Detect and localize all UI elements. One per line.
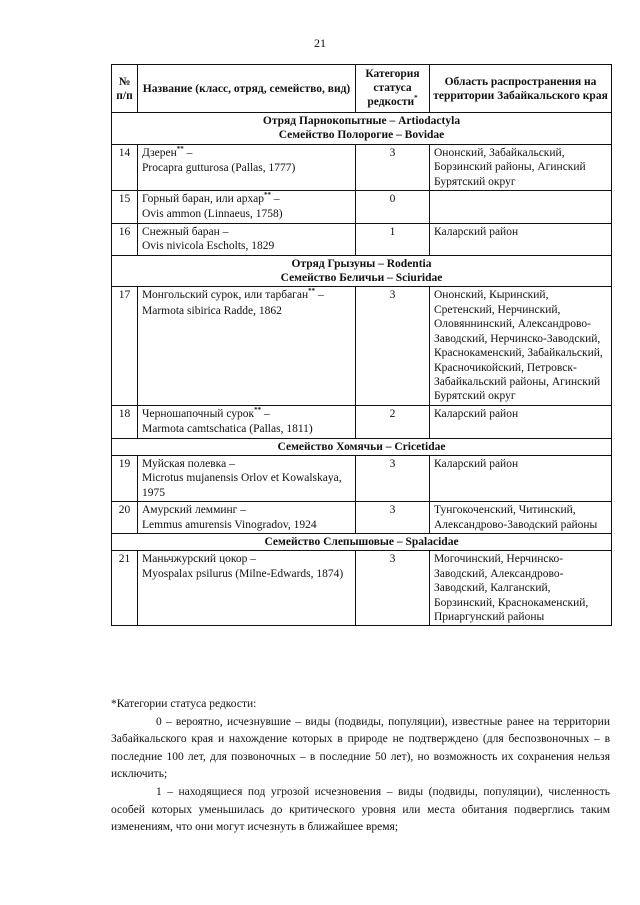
rarity-category: 3 bbox=[356, 287, 430, 405]
species-common-name: Черношапочный сурок bbox=[142, 407, 255, 420]
section-title-line: Отряд Парнокопытные – Artiodactyla bbox=[262, 115, 461, 127]
header-number: № п/п bbox=[112, 65, 138, 113]
distribution-area bbox=[430, 191, 612, 224]
table-row bbox=[112, 405, 612, 438]
section-title-line: Семейство Полорогие – Bovidae bbox=[278, 129, 445, 142]
header-category-label: Категория статуса редкости bbox=[365, 68, 420, 108]
species-latin-name: Myospalax psilurus (Milne-Edwards, 1874) bbox=[142, 567, 344, 580]
dash: – bbox=[261, 407, 270, 420]
table-row bbox=[112, 502, 612, 534]
species-name-cell bbox=[138, 144, 356, 190]
species-name-cell bbox=[138, 502, 356, 534]
header-name: Название (класс, отряд, семейство, вид) bbox=[138, 65, 356, 113]
distribution-area: Тунгокоченский, Читинский, Александрово-Заводский районы bbox=[430, 502, 612, 534]
section-row bbox=[112, 255, 612, 287]
species-name-cell bbox=[138, 551, 356, 626]
red-book-species-table bbox=[111, 64, 612, 626]
page-number: 21 bbox=[314, 36, 326, 50]
row-number: 20 bbox=[112, 502, 138, 534]
section-row bbox=[112, 533, 612, 550]
row-number: 21 bbox=[112, 551, 138, 626]
distribution-area: Каларский район bbox=[430, 405, 612, 438]
dash: – bbox=[219, 225, 229, 238]
species-common-name: Монгольский сурок, или тарбаган bbox=[142, 289, 309, 302]
dash: – bbox=[237, 504, 247, 517]
species-common-name: Маньчжурский цокор bbox=[142, 553, 248, 566]
species-name-cell bbox=[138, 287, 356, 405]
table-header-row bbox=[112, 65, 612, 113]
header-region: Область распространения на территории Забайкальского края bbox=[430, 65, 612, 113]
distribution-area: Ононский, Кыринский, Сретенский, Нерчинский, Оловяннинский, Александрово-Заводский, Нерчинско-Заводский, Краснокаменский, Забайкальский, Красночикойский, Петровск-Забайкальский районы, Агинский Бурятский округ bbox=[430, 287, 612, 405]
section-title bbox=[112, 113, 612, 145]
table-row bbox=[112, 191, 612, 224]
dash: – bbox=[183, 146, 193, 159]
section-title bbox=[112, 533, 612, 550]
dash: – bbox=[271, 193, 280, 206]
section-title-line: Отряд Грызуны – Rodentia bbox=[291, 257, 432, 270]
species-common-name: Муйская полевка bbox=[142, 457, 227, 470]
header-category bbox=[356, 65, 430, 113]
row-number: 17 bbox=[112, 287, 138, 405]
species-common-name: Дзерен bbox=[142, 146, 177, 159]
dash: – bbox=[226, 457, 235, 470]
row-number: 15 bbox=[112, 191, 138, 224]
section-row bbox=[112, 438, 612, 455]
row-number: 16 bbox=[112, 223, 138, 255]
species-name-cell bbox=[138, 223, 356, 255]
footnote-item: 0 – вероятно, исчезнувшие – виды (подвиды, популяции), известные ранее на территории Забайкальского края и нахождение которых в природе не подтверждено (для беспозвоночных – в последние 100 лет, для позвоночных – в последние 50 лет), но возможность их сохранения нельзя исключить; bbox=[111, 715, 610, 781]
rarity-category: 3 bbox=[356, 455, 430, 501]
table-body bbox=[112, 113, 612, 626]
distribution-area: Ононский, Забайкальский, Борзинский районы, Агинский Бурятский округ bbox=[430, 144, 612, 190]
species-latin-name: Marmota sibirica Radde, 1862 bbox=[142, 304, 282, 317]
section-title bbox=[112, 255, 612, 287]
species-latin-name: Ovis ammon (Linnaeus, 1758) bbox=[142, 208, 283, 221]
footnote-title: *Категории статуса редкости: bbox=[111, 698, 257, 710]
row-number: 19 bbox=[112, 455, 138, 501]
rarity-category: 3 bbox=[356, 144, 430, 190]
section-title-line: Семейство Хомячьи – Cricetidae bbox=[277, 440, 446, 453]
rarity-category: 2 bbox=[356, 405, 430, 438]
species-name-cell bbox=[138, 191, 356, 224]
row-number: 18 bbox=[112, 405, 138, 438]
protection-mark: ** bbox=[264, 191, 271, 200]
rarity-category: 0 bbox=[356, 191, 430, 224]
distribution-area: Каларский район bbox=[430, 455, 612, 501]
species-latin-name: Ovis nivicola Escholts, 1829 bbox=[142, 240, 275, 253]
distribution-area: Каларский район bbox=[430, 223, 612, 255]
footnote bbox=[111, 696, 610, 837]
rarity-category: 3 bbox=[356, 502, 430, 534]
species-latin-name: Marmota camtschatica (Pallas, 1811) bbox=[142, 423, 313, 436]
table-row bbox=[112, 287, 612, 405]
species-common-name: Снежный баран bbox=[142, 225, 220, 238]
header-category-mark: * bbox=[414, 94, 418, 102]
species-latin-name: Lemmus amurensis Vinogradov, 1924 bbox=[142, 518, 317, 531]
table-row bbox=[112, 551, 612, 626]
section-title-line: Семейство Слепышовые – Spalacidae bbox=[264, 535, 459, 548]
protection-mark: ** bbox=[308, 287, 316, 296]
distribution-area: Могочинский, Нерчинско-Заводский, Александрово-Заводский, Калганский, Борзинский, Краснокаменский, Приаргунский районы bbox=[430, 551, 612, 626]
table-row bbox=[112, 144, 612, 190]
species-common-name: Горный баран, или архар bbox=[142, 193, 264, 206]
rarity-category: 1 bbox=[356, 223, 430, 255]
species-latin-name: Microtus mujanensis Orlov et Kowalskaya, 1975 bbox=[142, 472, 342, 499]
species-name-cell bbox=[138, 405, 356, 438]
row-number: 14 bbox=[112, 144, 138, 190]
section-title bbox=[112, 438, 612, 455]
table-row bbox=[112, 223, 612, 255]
dash: – bbox=[315, 289, 324, 302]
section-title-line: Семейство Беличьи – Sciuridae bbox=[280, 272, 443, 285]
footnote-item: 1 – находящиеся под угрозой исчезновения – виды (подвиды, популяции), численность особей которых уменьшилась до критического уровня или места обитания подверглись таким изменениям, что они могут исчезнуть в ближайшее время; bbox=[111, 785, 610, 834]
table-row bbox=[112, 455, 612, 501]
section-row bbox=[112, 113, 612, 145]
rarity-category: 3 bbox=[356, 551, 430, 626]
dash: – bbox=[247, 553, 256, 566]
protection-mark: ** bbox=[254, 405, 262, 414]
species-name-cell bbox=[138, 455, 356, 501]
protection-mark: ** bbox=[176, 144, 184, 153]
species-latin-name: Procapra gutturosa (Pallas, 1777) bbox=[142, 162, 296, 175]
species-common-name: Амурский лемминг bbox=[142, 504, 238, 517]
